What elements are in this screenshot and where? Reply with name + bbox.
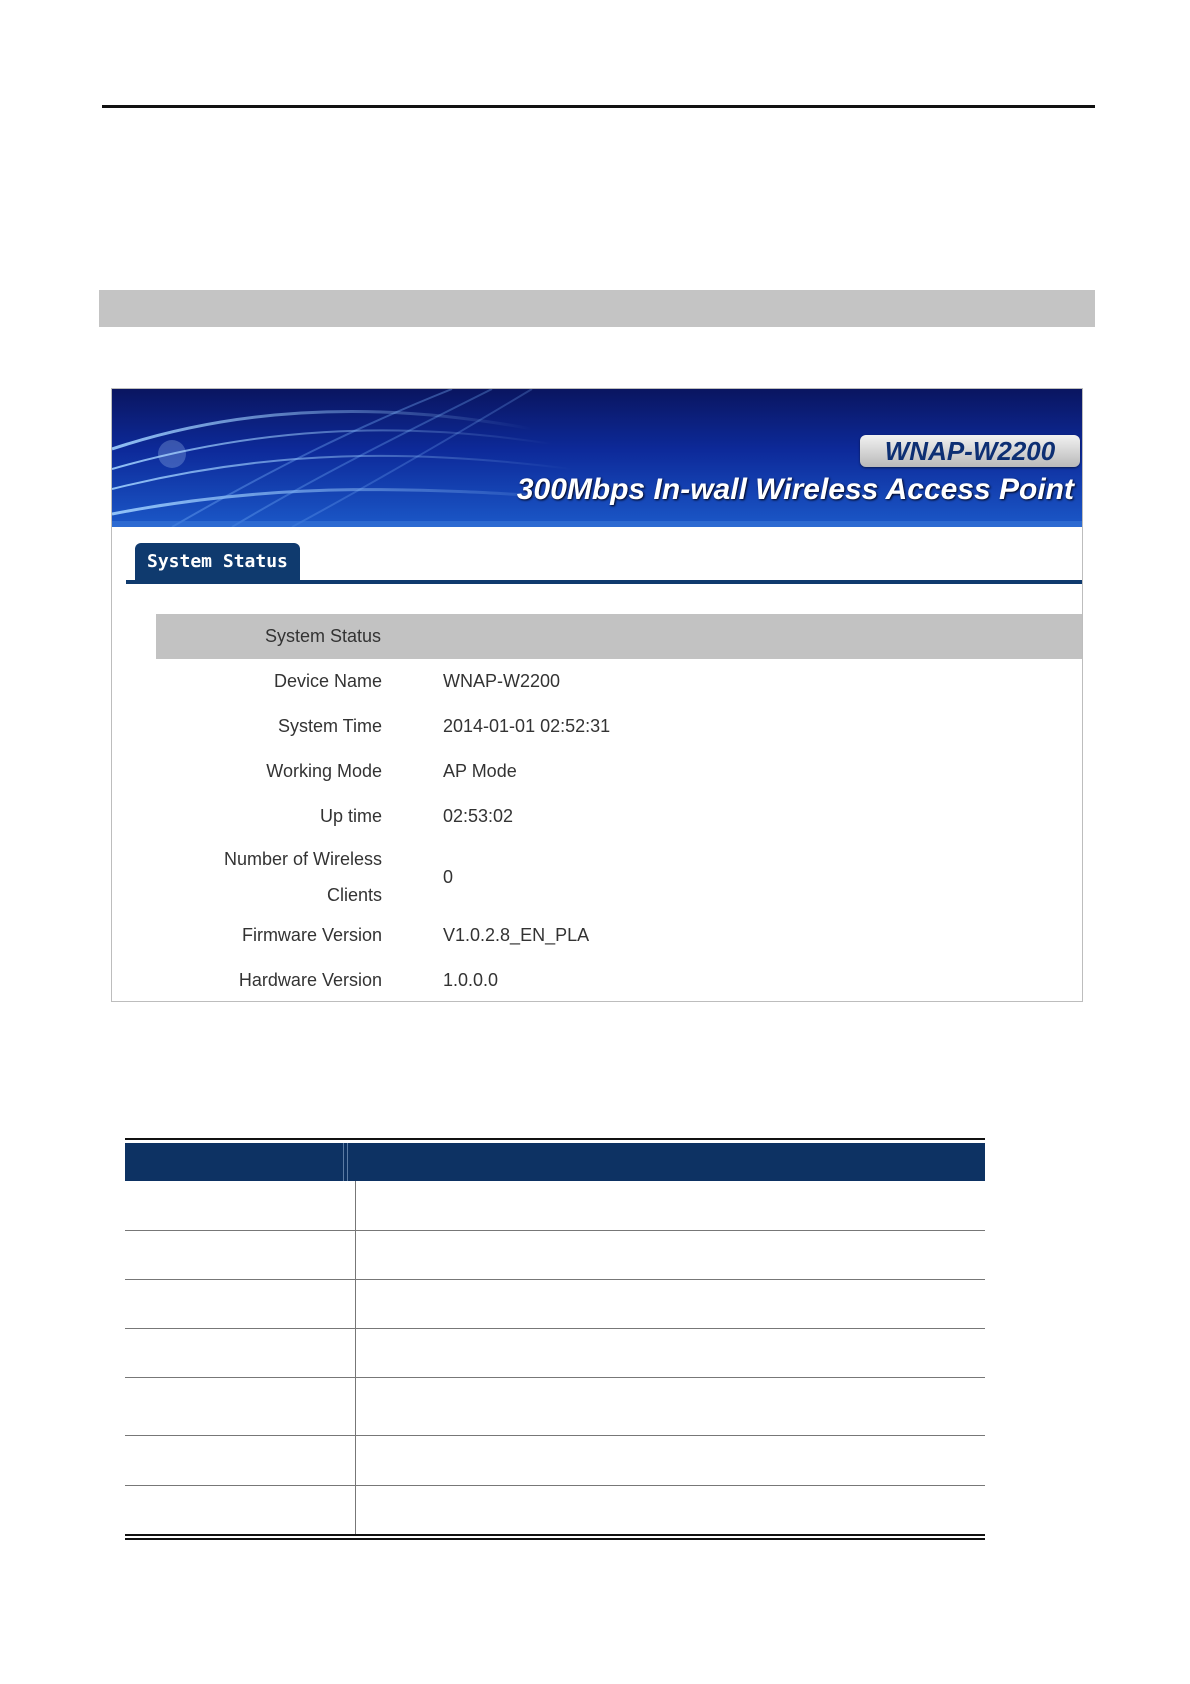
table-cell <box>125 1329 356 1377</box>
table-cell <box>125 1436 356 1485</box>
hardware-version-value: 1.0.0.0 <box>443 970 499 990</box>
wireless-clients-label-line2: Clients <box>326 885 382 905</box>
table-row <box>125 1231 985 1280</box>
description-table <box>125 1138 985 1540</box>
table-cell <box>125 1231 356 1279</box>
device-name-label: Device Name <box>273 671 382 691</box>
hardware-version-label: Hardware Version <box>238 970 382 990</box>
firmware-version-value: V1.0.2.8_EN_PLA <box>443 925 590 945</box>
table-bottom-rule <box>125 1534 985 1540</box>
wireless-clients-value: 0 <box>443 867 454 887</box>
device-status-screenshot <box>111 388 1083 1002</box>
status-section-title: System Status <box>264 626 381 646</box>
table-row <box>125 1181 985 1231</box>
header-divider <box>343 1143 344 1181</box>
table-cell <box>125 1280 356 1328</box>
status-row-hardware-version <box>112 958 1082 1002</box>
status-row-firmware-version <box>112 913 1082 958</box>
status-row-working-mode <box>112 749 1082 794</box>
table-row <box>125 1280 985 1329</box>
table-cell <box>125 1486 356 1534</box>
table-cell <box>125 1181 356 1230</box>
firmware-version-label: Firmware Version <box>241 925 382 945</box>
table-row <box>125 1486 985 1534</box>
model-badge: WNAP-W2200 <box>860 435 1080 467</box>
status-row-up-time <box>112 794 1082 839</box>
table-row <box>125 1436 985 1486</box>
status-row-wireless-clients <box>112 839 1082 913</box>
header-divider <box>347 1143 348 1181</box>
wireless-clients-label-line1: Number of Wireless <box>223 849 382 869</box>
status-section-header <box>156 614 1082 659</box>
tab-system-status[interactable]: System Status <box>135 543 300 581</box>
working-mode-value: AP Mode <box>443 761 517 781</box>
device-name-value: WNAP-W2200 <box>443 671 561 691</box>
table-cell <box>125 1378 356 1435</box>
status-row-system-time <box>112 704 1082 749</box>
system-time-label: System Time <box>277 716 382 736</box>
working-mode-label: Working Mode <box>266 761 382 781</box>
product-banner <box>112 389 1082 527</box>
up-time-value: 02:53:02 <box>443 806 514 826</box>
page-top-rule <box>102 105 1095 108</box>
status-rows <box>112 659 1082 1002</box>
system-time-value: 2014-01-01 02:52:31 <box>443 716 611 736</box>
status-row-device-name <box>112 659 1082 704</box>
table-row <box>125 1329 985 1378</box>
table-header <box>125 1143 985 1181</box>
table-row <box>125 1378 985 1436</box>
section-heading-bar <box>99 290 1095 327</box>
up-time-label: Up time <box>319 806 382 826</box>
tab-underline <box>126 580 1082 584</box>
banner-tagline: 300Mbps In-wall Wireless Access Point <box>516 473 1074 506</box>
